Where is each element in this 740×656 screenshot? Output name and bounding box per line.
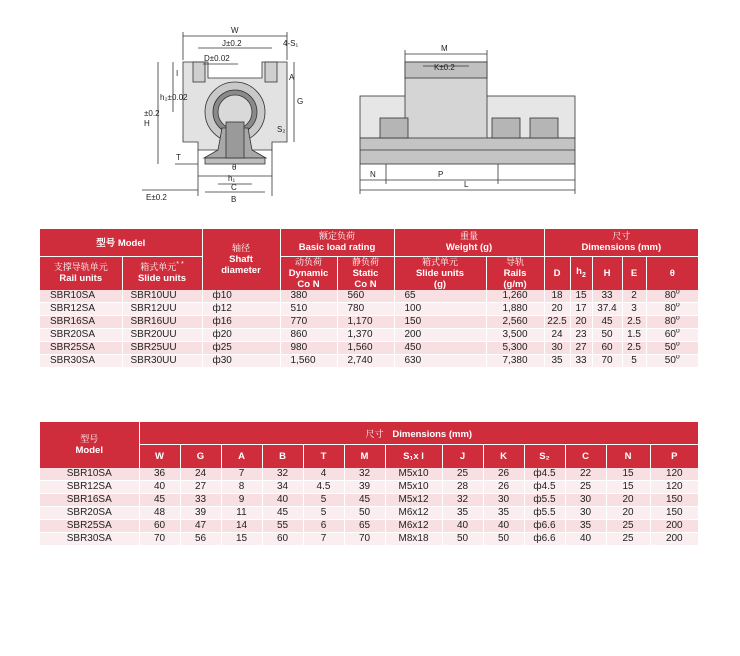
column-header: G	[180, 444, 221, 468]
table-cell: 980	[280, 342, 337, 355]
table-cell-theta: 50$^o$	[646, 355, 698, 368]
table-cell: 32	[344, 468, 385, 481]
table-cell: 4.5	[303, 481, 344, 494]
table-cell: 45	[262, 507, 303, 520]
dim-theta-header: θ	[646, 256, 698, 290]
weight-rail-header: 导轨 Rails (g/m)	[486, 256, 544, 290]
table-cell: 35	[483, 507, 524, 520]
dim-label-theta: θ	[232, 163, 237, 172]
column-header: W	[139, 444, 180, 468]
table-cell: 6	[303, 520, 344, 533]
table-cell: ф30	[202, 355, 280, 368]
load-rating-table-body	[40, 290, 698, 367]
table-cell: SBR12SA	[40, 481, 139, 494]
table-cell: 32	[442, 494, 483, 507]
table-cell: SBR16UU	[122, 316, 202, 329]
table-cell: 34	[262, 481, 303, 494]
table-cell: 200	[650, 533, 698, 546]
table-cell: 39	[344, 481, 385, 494]
dynamic-load-header: 动负荷 Dynamic Co N	[280, 256, 337, 290]
table-row	[40, 468, 698, 481]
table-cell: M5x10	[385, 481, 442, 494]
table-cell: 35	[442, 507, 483, 520]
column-header: T	[303, 444, 344, 468]
table-cell: 1,560	[337, 342, 394, 355]
table-cell: 150	[650, 494, 698, 507]
table-cell: 100	[394, 303, 486, 316]
table-cell: 120	[650, 481, 698, 494]
table-cell-theta: 60$^o$	[646, 329, 698, 342]
weight-group-header: 重量 Weight (g)	[394, 229, 544, 256]
table-cell: 50	[592, 329, 622, 342]
table-cell: 70	[344, 533, 385, 546]
table-cell: 2.5	[622, 342, 646, 355]
table-cell: M5x12	[385, 494, 442, 507]
table-cell: 60	[139, 520, 180, 533]
table-cell: 70	[592, 355, 622, 368]
table-cell: 20	[606, 507, 650, 520]
weight-slide-header: 箱式单元 Slide units (g)	[394, 256, 486, 290]
table-cell: SBR25SA	[40, 342, 122, 355]
table-cell: 22	[565, 468, 606, 481]
table-cell: 35	[544, 355, 570, 368]
dim-label-G: G	[297, 97, 304, 106]
table-cell: 14	[221, 520, 262, 533]
table-cell: 36	[139, 468, 180, 481]
table-cell: 30	[483, 494, 524, 507]
model-header: 型号 Model	[75, 434, 103, 456]
dim-label-I: I	[176, 69, 179, 78]
dimension-drawings-svg	[0, 0, 740, 215]
column-header: J	[442, 444, 483, 468]
dim-label-K: K±0.2	[434, 63, 455, 72]
table-cell: 5	[622, 355, 646, 368]
dimensions-column-headers	[40, 444, 698, 468]
table-cell: SBR30SA	[40, 533, 139, 546]
table-cell: 3	[622, 303, 646, 316]
dim-label-W: W	[231, 26, 239, 35]
table-cell: 32	[262, 468, 303, 481]
table-row	[40, 290, 698, 303]
table-row	[40, 303, 698, 316]
dim-label-L: L	[464, 180, 469, 189]
table-cell: ф4.5	[524, 481, 565, 494]
table-cell: 770	[280, 316, 337, 329]
table-row	[40, 520, 698, 533]
table-cell: 1,260	[486, 290, 544, 303]
table-cell: 150	[394, 316, 486, 329]
slide-units-header: 箱式单元* * Slide units	[122, 256, 202, 290]
table-cell: 50	[442, 533, 483, 546]
table-cell: 40	[139, 481, 180, 494]
dim-label-E: E±0.2	[146, 193, 167, 202]
table-cell: 560	[337, 290, 394, 303]
table-row	[40, 342, 698, 355]
table-cell-theta: 50$^o$	[646, 342, 698, 355]
table-cell: 30	[565, 494, 606, 507]
table-row	[40, 533, 698, 546]
table-cell: ф6.6	[524, 520, 565, 533]
table-cell: 5	[303, 507, 344, 520]
table-cell: 33	[180, 494, 221, 507]
table-cell: 50	[483, 533, 524, 546]
table-cell: M8x18	[385, 533, 442, 546]
table-cell: ф12	[202, 303, 280, 316]
table-cell: 8	[221, 481, 262, 494]
table-cell: 15	[570, 290, 592, 303]
table-cell: 26	[483, 481, 524, 494]
table-cell: SBR20UU	[122, 329, 202, 342]
table-cell: 27	[180, 481, 221, 494]
table-cell-theta: 80$^o$	[646, 316, 698, 329]
table-cell: 40	[262, 494, 303, 507]
column-header: N	[606, 444, 650, 468]
dim-label-T: T	[176, 153, 181, 162]
dim-label-J: J±0.2	[222, 39, 242, 48]
table-cell: 630	[394, 355, 486, 368]
table-cell-theta: 80$^o$	[646, 290, 698, 303]
table-cell: SBR10SA	[40, 468, 139, 481]
table-cell: 150	[650, 507, 698, 520]
shaft-header: 轴径 Shaft diameter	[202, 229, 280, 290]
table-cell: ф4.5	[524, 468, 565, 481]
technical-drawings	[0, 0, 740, 215]
dim-E-header: E	[622, 256, 646, 290]
table-cell: 30	[544, 342, 570, 355]
table-cell: 9	[221, 494, 262, 507]
table-cell: 20	[606, 494, 650, 507]
table-cell: SBR20SA	[40, 329, 122, 342]
table-cell: ф5.5	[524, 494, 565, 507]
model-group-header: 型号 Model	[96, 238, 146, 250]
column-header: S₂	[524, 444, 565, 468]
table-cell: ф6.6	[524, 533, 565, 546]
table-cell: 60	[592, 342, 622, 355]
table-cell: 40	[442, 520, 483, 533]
table-cell: 450	[394, 342, 486, 355]
table-cell: SBR30UU	[122, 355, 202, 368]
dim-D-header: D	[544, 256, 570, 290]
column-header: A	[221, 444, 262, 468]
dim-label-N: N	[370, 170, 376, 179]
column-header: K	[483, 444, 524, 468]
table-cell: ф16	[202, 316, 280, 329]
column-header: B	[262, 444, 303, 468]
table-cell: SBR12SA	[40, 303, 122, 316]
table-cell: M6x12	[385, 507, 442, 520]
table-cell: 380	[280, 290, 337, 303]
table-cell: SBR16SA	[40, 494, 139, 507]
column-header: S₁x l	[385, 444, 442, 468]
table-cell: 18	[544, 290, 570, 303]
table-cell: 1,880	[486, 303, 544, 316]
dim-label-A: A	[289, 73, 295, 82]
dim-H-header: H	[592, 256, 622, 290]
dimensions-table	[40, 422, 698, 545]
table-cell: SBR16SA	[40, 316, 122, 329]
table-cell: 65	[394, 290, 486, 303]
table-cell: 20	[544, 303, 570, 316]
table-cell: SBR10SA	[40, 290, 122, 303]
table-cell: 2	[622, 290, 646, 303]
table-cell: 47	[180, 520, 221, 533]
table-cell: 2,740	[337, 355, 394, 368]
table-cell: 25	[606, 533, 650, 546]
table-cell: 30	[565, 507, 606, 520]
table-cell: 3,500	[486, 329, 544, 342]
dim-label-C: C	[231, 183, 237, 192]
load-rating-table	[40, 229, 698, 367]
table-cell: 22.5	[544, 316, 570, 329]
table-row	[40, 329, 698, 342]
table-cell: SBR12UU	[122, 303, 202, 316]
table-cell: 55	[262, 520, 303, 533]
dim-label-M: M	[441, 44, 448, 53]
table-cell: 120	[650, 468, 698, 481]
table-cell: 1,560	[280, 355, 337, 368]
dim-h2-header: $h_2$	[570, 256, 592, 290]
table-row	[40, 316, 698, 329]
table-cell: 39	[180, 507, 221, 520]
column-header: C	[565, 444, 606, 468]
table-cell: 510	[280, 303, 337, 316]
table-cell: 25	[565, 481, 606, 494]
table-cell: M5x10	[385, 468, 442, 481]
table-cell: ф20	[202, 329, 280, 342]
table-cell: 5	[303, 494, 344, 507]
table-cell: 2.5	[622, 316, 646, 329]
table-cell: 50	[344, 507, 385, 520]
table-cell: 70	[139, 533, 180, 546]
table-cell: ф5.5	[524, 507, 565, 520]
table-cell: 7,380	[486, 355, 544, 368]
table-cell: 860	[280, 329, 337, 342]
table-cell: 45	[592, 316, 622, 329]
table-cell: 60	[262, 533, 303, 546]
table-cell: 1,170	[337, 316, 394, 329]
table-cell: 11	[221, 507, 262, 520]
table-cell: 35	[565, 520, 606, 533]
table-cell: SBR20SA	[40, 507, 139, 520]
table-cell: 45	[139, 494, 180, 507]
table-cell: 25	[606, 520, 650, 533]
table-cell: 25	[442, 468, 483, 481]
table-cell: 4	[303, 468, 344, 481]
table-cell: SBR10UU	[122, 290, 202, 303]
table-cell: 40	[483, 520, 524, 533]
table-cell: 45	[344, 494, 385, 507]
table-cell: SBR25UU	[122, 342, 202, 355]
table-cell: SBR25SA	[40, 520, 139, 533]
table-cell: 37.4	[592, 303, 622, 316]
table-cell: 2,560	[486, 316, 544, 329]
dim-label-S2: S₂	[277, 125, 286, 134]
table-cell: 15	[606, 481, 650, 494]
table-row	[40, 355, 698, 368]
rail-units-header: 支撑导轨单元 Rail units	[40, 256, 122, 290]
table-cell: SBR30SA	[40, 355, 122, 368]
table-cell: 24	[544, 329, 570, 342]
table-cell: ф25	[202, 342, 280, 355]
table-cell: 7	[221, 468, 262, 481]
table-cell: 200	[394, 329, 486, 342]
load-rating-group-header: 额定负荷 Basic load rating	[280, 229, 394, 256]
table-cell: 33	[570, 355, 592, 368]
static-load-header: 静负荷 Static Co N	[337, 256, 394, 290]
table-cell: 40	[565, 533, 606, 546]
dim-label-S1: 4-S₁	[283, 39, 299, 48]
dim-label-P: P	[438, 170, 444, 179]
dim-label-D: D±0.02	[204, 54, 230, 63]
table-cell: 1,370	[337, 329, 394, 342]
table-cell: 20	[570, 316, 592, 329]
dimensions-group-header: 尺寸 Dimensions (mm)	[544, 229, 698, 256]
column-header: M	[344, 444, 385, 468]
dimensions-group-header-2: 尺寸 Dimensions (mm)	[139, 422, 698, 444]
table-cell-theta: 80$^o$	[646, 303, 698, 316]
table-cell: 7	[303, 533, 344, 546]
table-cell: 780	[337, 303, 394, 316]
table-cell: 200	[650, 520, 698, 533]
table-row	[40, 507, 698, 520]
table-cell: 56	[180, 533, 221, 546]
dim-label-h1: h₁	[228, 174, 236, 183]
dim-label-H-tol: ±0.2	[144, 109, 160, 118]
table-cell: 28	[442, 481, 483, 494]
table-cell: 33	[592, 290, 622, 303]
dim-label-B: B	[231, 195, 237, 204]
table-row	[40, 494, 698, 507]
dim-label-h2: h₂±0.02	[160, 93, 188, 102]
dim-label-H: H	[144, 119, 150, 128]
table-cell: 65	[344, 520, 385, 533]
table-cell: 48	[139, 507, 180, 520]
table-cell: 24	[180, 468, 221, 481]
table-row	[40, 481, 698, 494]
table-cell: 15	[606, 468, 650, 481]
table-cell: 1.5	[622, 329, 646, 342]
table-cell: 27	[570, 342, 592, 355]
table-cell: ф10	[202, 290, 280, 303]
table-cell: 15	[221, 533, 262, 546]
table-cell: 26	[483, 468, 524, 481]
table-cell: M6x12	[385, 520, 442, 533]
table-cell: 17	[570, 303, 592, 316]
table-cell: 5,300	[486, 342, 544, 355]
column-header: P	[650, 444, 698, 468]
dimensions-table-body	[40, 468, 698, 545]
table-cell: 23	[570, 329, 592, 342]
